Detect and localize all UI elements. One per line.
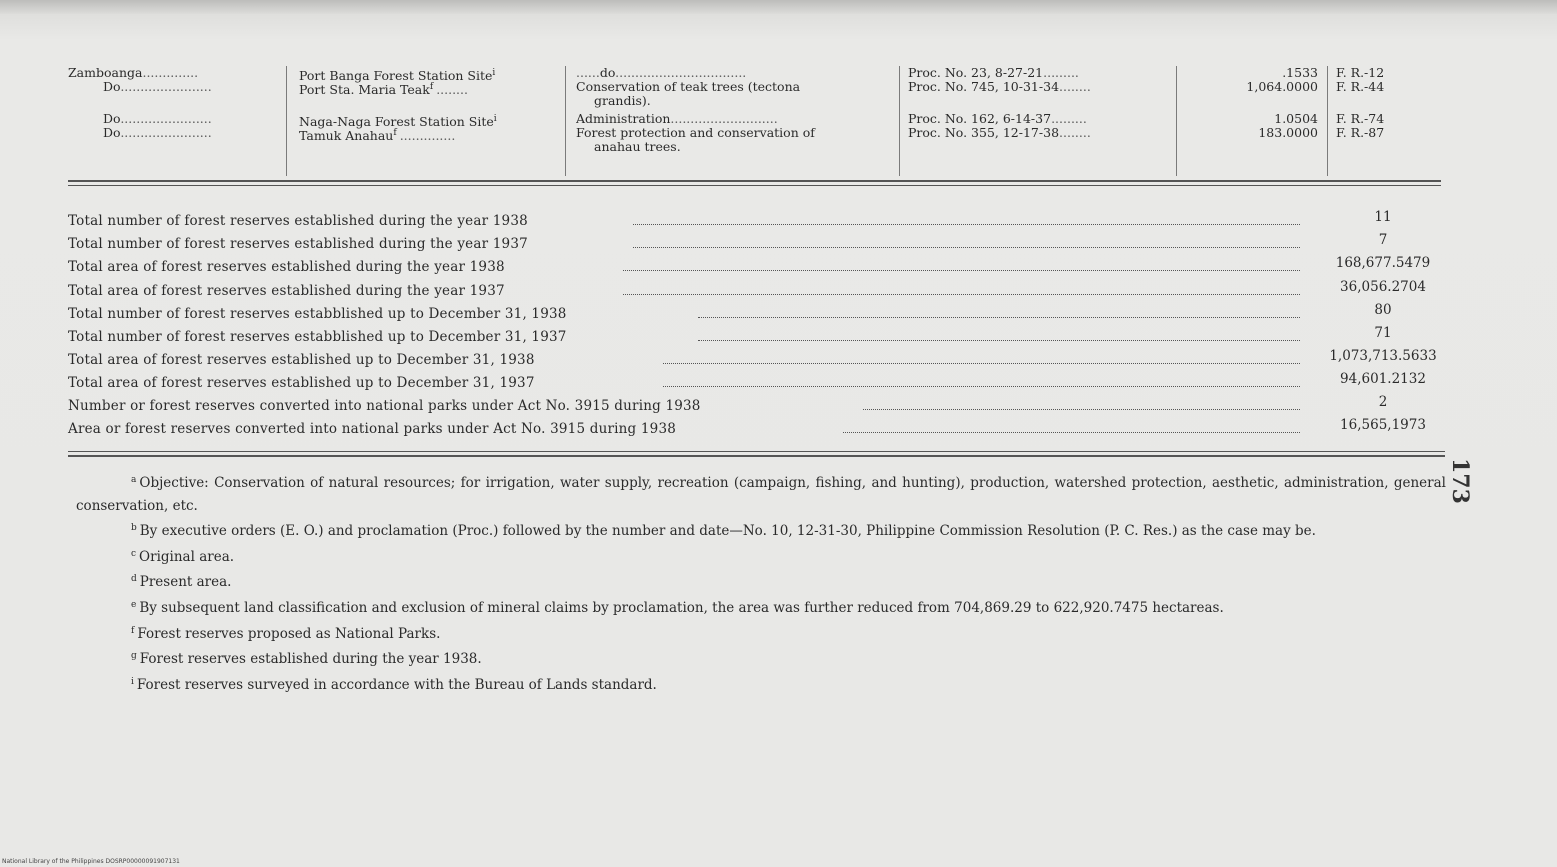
summary-row bbox=[68, 279, 1448, 305]
summary-label: Total area of forest reserves established during the year 1938 bbox=[68, 259, 505, 275]
summary-value: 1,073,713.5633 bbox=[1329, 348, 1437, 364]
summary-value: 2 bbox=[1378, 394, 1388, 410]
summary-row bbox=[68, 394, 1448, 420]
column-divider bbox=[1176, 66, 1177, 176]
footnote: $^d$ Present area. bbox=[131, 574, 232, 591]
table-bottom-rule bbox=[68, 180, 1441, 182]
footnote: $^g$ Forest reserves established during the year 1938. bbox=[131, 651, 482, 668]
objective-cell: ......do................................. bbox=[576, 66, 747, 80]
summary-bottom-rule bbox=[68, 451, 1445, 452]
column-divider bbox=[899, 66, 900, 176]
scan-imprint: National Library of the Philippines DOSRP00000091907131 bbox=[2, 858, 180, 865]
dot-leader bbox=[863, 409, 1300, 410]
reference-cell: F. R.-87 bbox=[1336, 126, 1385, 140]
summary-label: Total number of forest reserves estabblished up to December 31, 1938 bbox=[68, 306, 567, 322]
province-cell: Do....................... bbox=[103, 126, 212, 140]
area-cell: .1533 bbox=[1282, 66, 1318, 80]
reference-cell: F. R.-12 bbox=[1336, 66, 1385, 80]
dot-leader bbox=[698, 317, 1300, 318]
area-cell: 183.0000 bbox=[1258, 126, 1318, 140]
reference-cell: F. R.-44 bbox=[1336, 80, 1385, 94]
summary-value: 80 bbox=[1374, 302, 1392, 318]
summary-label: Total number of forest reserves established during the year 1937 bbox=[68, 236, 528, 252]
province-cell: Do....................... bbox=[103, 112, 212, 126]
table-bottom-rule bbox=[68, 185, 1441, 186]
reserve-name-cell: Port Banga Forest Station Site$^i$ bbox=[299, 68, 496, 83]
summary-row bbox=[68, 209, 1448, 235]
reserve-name-cell: Port Sta. Maria Teak$^f$ ........ bbox=[299, 82, 468, 97]
dot-leader bbox=[663, 363, 1300, 364]
objective-cell: Conservation of teak trees (tectona grandis). bbox=[576, 80, 801, 108]
dot-leader bbox=[623, 270, 1300, 271]
area-cell: 1,064.0000 bbox=[1246, 80, 1318, 94]
scan-edge-shadow bbox=[0, 0, 1557, 14]
reserve-name-cell: Naga-Naga Forest Station Site$^i$ bbox=[299, 114, 497, 129]
summary-value: 94,601.2132 bbox=[1340, 371, 1426, 387]
summary-row bbox=[68, 348, 1448, 374]
summary-value: 16,565,1973 bbox=[1340, 417, 1426, 433]
summary-value: 36,056.2704 bbox=[1340, 279, 1426, 295]
proclamation-cell: Proc. No. 162, 6-14-37......... bbox=[908, 112, 1087, 126]
summary-row bbox=[68, 302, 1448, 328]
reference-cell: F. R.-74 bbox=[1336, 112, 1385, 126]
forest-reserves-table bbox=[68, 64, 1443, 178]
summary-row bbox=[68, 371, 1448, 397]
province-cell: Do....................... bbox=[103, 80, 212, 94]
summary-label: Total area of forest reserves established up to December 31, 1937 bbox=[68, 375, 535, 391]
province-cell: Zamboanga.............. bbox=[68, 66, 199, 80]
area-cell: 1.0504 bbox=[1274, 112, 1318, 126]
column-divider bbox=[565, 66, 566, 176]
footnotes bbox=[76, 469, 1446, 696]
summary-value: 71 bbox=[1374, 325, 1392, 341]
footnote: $^i$ Forest reserves surveyed in accordance with the Bureau of Lands standard. bbox=[131, 676, 657, 693]
dot-leader bbox=[843, 432, 1300, 433]
summary-label: Area or forest reserves converted into national parks under Act No. 3915 during 1938 bbox=[68, 421, 677, 437]
summary-row bbox=[68, 325, 1448, 351]
proclamation-cell: Proc. No. 23, 8-27-21......... bbox=[908, 66, 1079, 80]
dot-leader bbox=[633, 224, 1300, 225]
summary-row bbox=[68, 232, 1448, 258]
proclamation-cell: Proc. No. 745, 10-31-34........ bbox=[908, 80, 1091, 94]
reserve-name-cell: Tamuk Anahau$^f$ .............. bbox=[299, 128, 456, 143]
dot-leader bbox=[623, 294, 1300, 295]
summary-value: 168,677.5479 bbox=[1335, 255, 1431, 271]
summary-bottom-rule bbox=[68, 455, 1445, 457]
summary-row bbox=[68, 417, 1448, 443]
summary-label: Total area of forest reserves established up to December 31, 1938 bbox=[68, 352, 535, 368]
footnote: $^f$ Forest reserves proposed as National Parks. bbox=[131, 625, 441, 642]
objective-cell: Administration........................... bbox=[576, 112, 778, 126]
summary-row bbox=[68, 255, 1448, 281]
page-number: 173 bbox=[1447, 458, 1473, 504]
dot-leader bbox=[663, 386, 1300, 387]
dot-leader bbox=[698, 340, 1300, 341]
summary-value: 7 bbox=[1378, 232, 1388, 248]
dot-leader bbox=[633, 247, 1300, 248]
objective-cell: Forest protection and conservation of anahau trees. bbox=[576, 126, 815, 154]
summary-label: Total number of forest reserves estabblished up to December 31, 1937 bbox=[68, 329, 567, 345]
summary-label: Total area of forest reserves established during the year 1937 bbox=[68, 283, 505, 299]
proclamation-cell: Proc. No. 355, 12-17-38........ bbox=[908, 126, 1091, 140]
footnote: $^e$ By subsequent land classification and exclusion of mineral claims by proclamation, the area was further reduced from 704,869.29 to 622,920.7475 hectareas. bbox=[131, 599, 1224, 616]
summary-value: 11 bbox=[1374, 209, 1392, 225]
summary-label: Total number of forest reserves established during the year 1938 bbox=[68, 213, 528, 229]
column-divider bbox=[1327, 66, 1328, 176]
footnote: $^c$ Original area. bbox=[131, 548, 235, 565]
footnote: $^a$ Objective: Conservation of natural resources; for irrigation, water supply, recreation (campaign, fishing, and hunting), production, watershed protection, aesthetic, administration, general conservation, etc. bbox=[76, 475, 1446, 514]
footnote: $^b$ By executive orders (E. O.) and proclamation (Proc.) followed by the number and date—No. 10, 12-31-30, Philippine Commission Resolution (P. C. Res.) as the case may be. bbox=[131, 523, 1316, 540]
summary-label: Number or forest reserves converted into national parks under Act No. 3915 during 1938 bbox=[68, 398, 701, 414]
